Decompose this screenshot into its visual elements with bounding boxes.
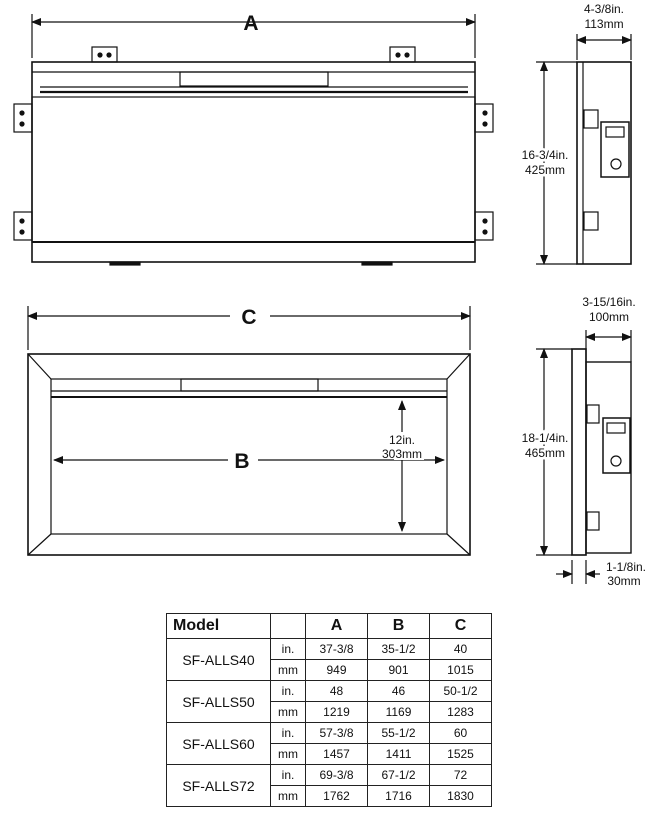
dimension-c-label: C — [241, 306, 257, 329]
value-cell: 1169 — [368, 702, 430, 723]
table-row — [167, 765, 492, 786]
header-c: C — [430, 614, 492, 639]
dimension-b-label: B — [234, 450, 250, 473]
side-height-in: 16-3/4in. — [521, 148, 569, 162]
table-row — [167, 681, 492, 702]
unit-cell: mm — [271, 744, 306, 765]
value-cell: 1716 — [368, 786, 430, 807]
unit-cell: in. — [271, 681, 306, 702]
value-cell: 48 — [306, 681, 368, 702]
opening-height-mm: 303mm — [381, 447, 423, 461]
table-row — [167, 723, 492, 744]
side-bracket — [14, 212, 32, 240]
trim-height-mm: 465mm — [524, 446, 566, 460]
trim-thickness-mm: 30mm — [607, 574, 641, 588]
glass-panel — [32, 97, 475, 242]
table-row — [167, 639, 492, 660]
trim-depth-mm: 100mm — [588, 310, 630, 324]
dimension-a-label: A — [243, 12, 259, 35]
unit-cell: in. — [271, 723, 306, 744]
value-cell: 46 — [368, 681, 430, 702]
side-bracket — [14, 104, 32, 132]
value-cell: 1457 — [306, 744, 368, 765]
header-model: Model — [167, 614, 271, 639]
side-bracket — [475, 104, 493, 132]
trim-thickness-in: 1-1/8in. — [605, 560, 647, 574]
trim-front-view — [28, 306, 470, 555]
unit-cell: mm — [271, 786, 306, 807]
value-cell: 949 — [306, 660, 368, 681]
value-cell: 1830 — [430, 786, 492, 807]
header-a: A — [306, 614, 368, 639]
dimensions-table — [166, 613, 492, 807]
trim-side-body — [586, 362, 631, 553]
value-cell: 60 — [430, 723, 492, 744]
value-cell: 1219 — [306, 702, 368, 723]
value-cell: 40 — [430, 639, 492, 660]
value-cell: 1762 — [306, 786, 368, 807]
value-cell: 37-3/8 — [306, 639, 368, 660]
value-cell: 67-1/2 — [368, 765, 430, 786]
model-cell: SF-ALLS40 — [167, 639, 271, 681]
top-bracket-right — [390, 47, 415, 62]
top-bracket-left — [92, 47, 117, 62]
front-view — [14, 14, 493, 265]
side-depth-in: 4-3/8in. — [583, 2, 625, 16]
value-cell: 1283 — [430, 702, 492, 723]
trim-height-in: 18-1/4in. — [521, 431, 569, 445]
trim-side-flange — [572, 349, 586, 555]
header-unit — [271, 614, 306, 639]
unit-cell: mm — [271, 702, 306, 723]
opening-height-in: 12in. — [388, 433, 416, 447]
side-height-mm: 425mm — [524, 163, 566, 177]
trim-depth-in: 3-15/16in. — [582, 295, 636, 309]
side-body — [577, 62, 631, 264]
value-cell: 57-3/8 — [306, 723, 368, 744]
value-cell: 901 — [368, 660, 430, 681]
header-b: B — [368, 614, 430, 639]
unit-cell: in. — [271, 765, 306, 786]
side-depth-mm: 113mm — [584, 17, 624, 31]
unit-cell: mm — [271, 660, 306, 681]
value-cell: 1525 — [430, 744, 492, 765]
model-cell: SF-ALLS60 — [167, 723, 271, 765]
value-cell: 35-1/2 — [368, 639, 430, 660]
value-cell: 72 — [430, 765, 492, 786]
value-cell: 1411 — [368, 744, 430, 765]
side-bracket — [475, 212, 493, 240]
value-cell: 50-1/2 — [430, 681, 492, 702]
model-cell: SF-ALLS72 — [167, 765, 271, 807]
value-cell: 1015 — [430, 660, 492, 681]
table-header-row — [167, 614, 492, 639]
model-cell: SF-ALLS50 — [167, 681, 271, 723]
value-cell: 69-3/8 — [306, 765, 368, 786]
unit-cell: in. — [271, 639, 306, 660]
value-cell: 55-1/2 — [368, 723, 430, 744]
